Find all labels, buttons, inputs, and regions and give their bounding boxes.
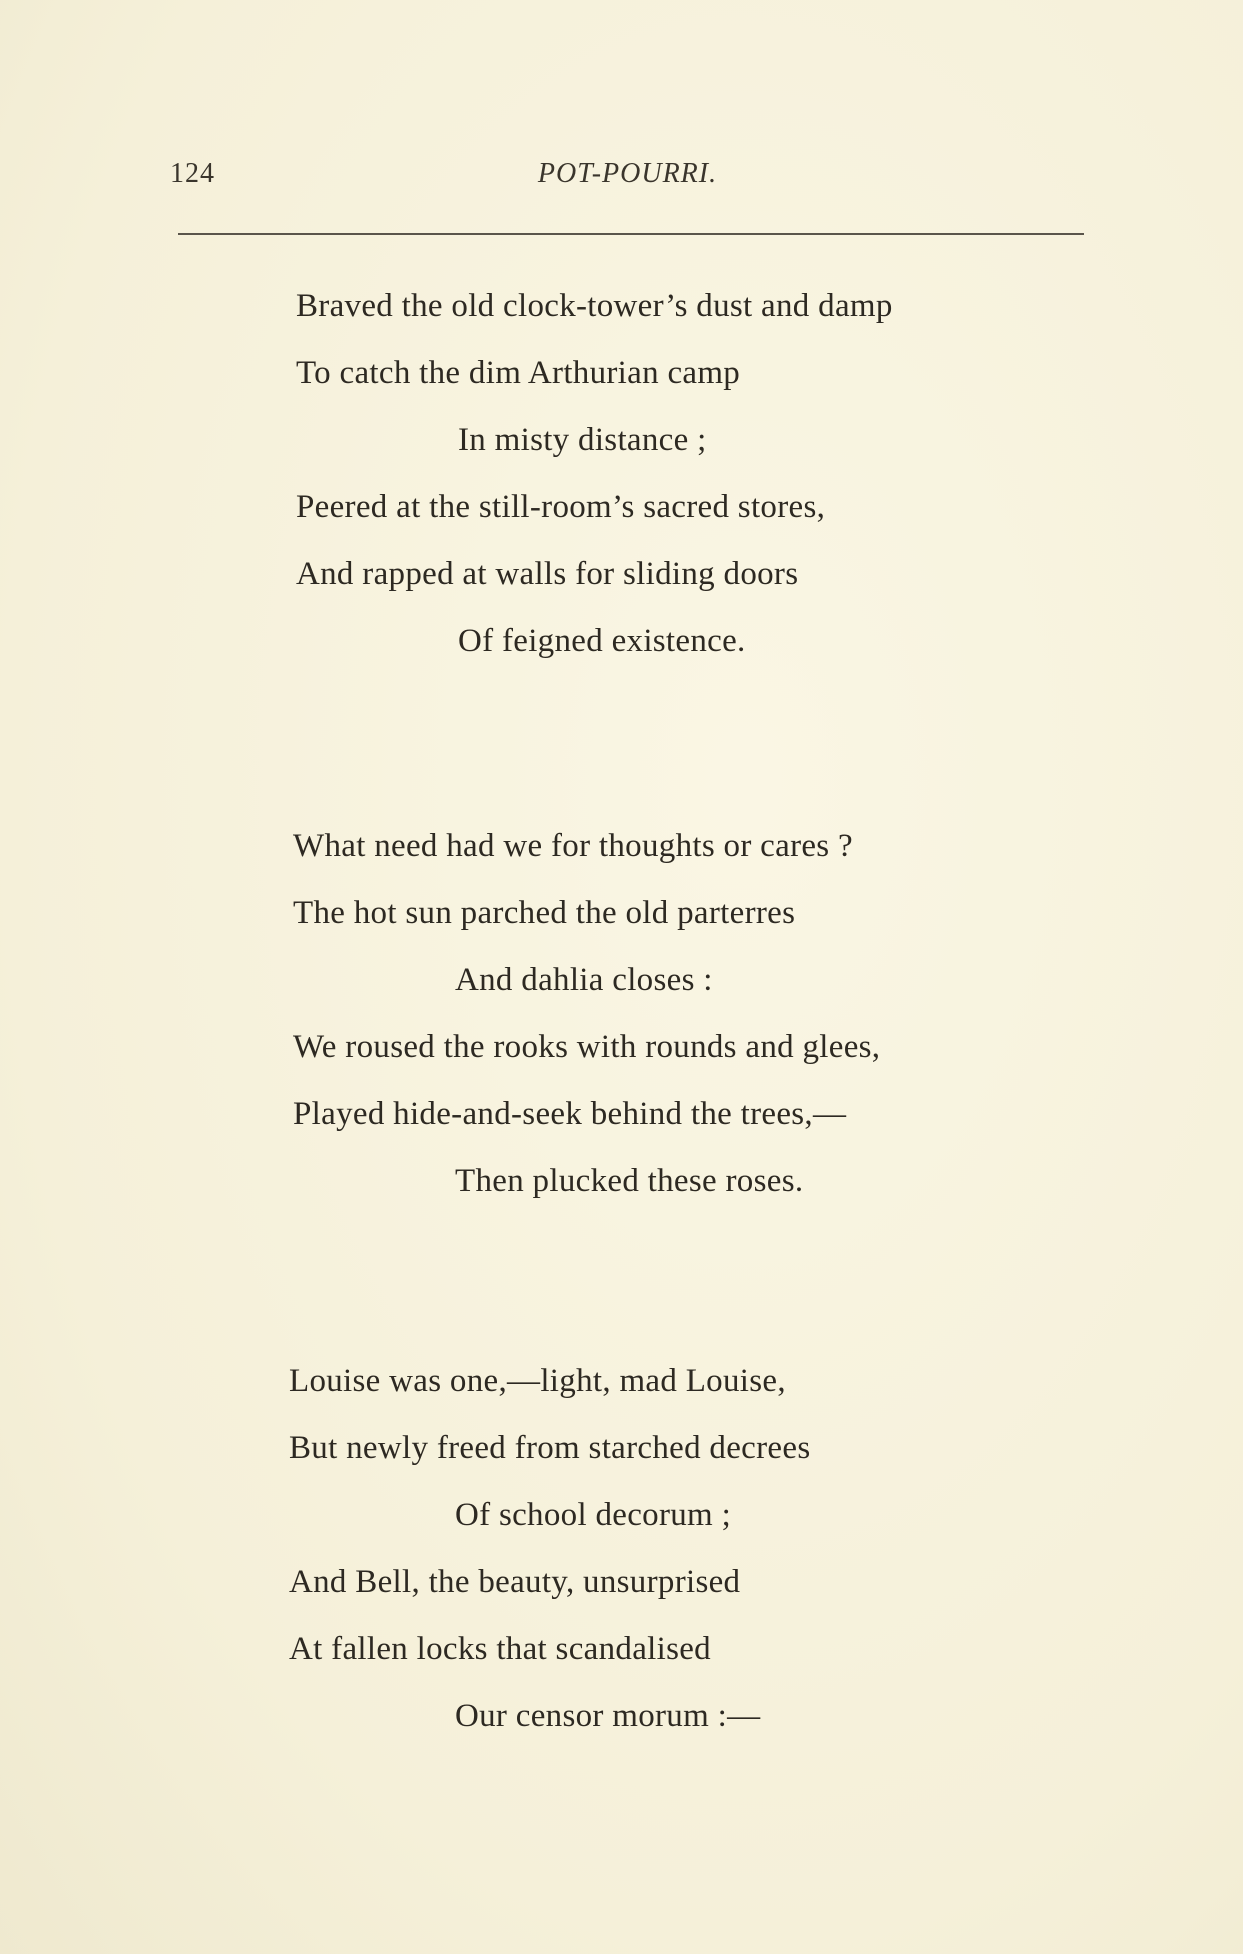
page-header [170,158,1085,198]
verse-line: At fallen locks that scandalised [289,1631,711,1667]
verse-line: And Bell, the beauty, unsurprised [289,1564,741,1600]
verse-line: Braved the old clock-tower’s dust and damp [296,288,893,324]
verse-line: What need had we for thoughts or cares ? [293,828,853,864]
verse-line: But newly freed from starched decrees [289,1430,811,1466]
verse-line: In misty distance ; [458,422,707,458]
verse-line: Louise was one,—light, mad Louise, [289,1363,786,1399]
header-rule [178,233,1084,235]
verse-line: We roused the rooks with rounds and glees, [293,1029,881,1065]
verse-line: And rapped at walls for sliding doors [296,556,799,592]
verse-line: Our censor morum :— [455,1698,761,1734]
page-number: 124 [170,158,215,189]
verse-line: Peered at the still-room’s sacred stores, [296,489,826,525]
running-title: POT-POURRI. [537,158,718,189]
verse-line: And dahlia closes : [455,962,713,998]
verse-line: The hot sun parched the old parterres [293,895,796,931]
verse-line: Then plucked these roses. [455,1163,804,1199]
verse-line: To catch the dim Arthurian camp [296,355,741,391]
verse-line: Played hide-and-seek behind the trees,— [293,1096,847,1132]
verse-line: Of feigned existence. [458,623,746,659]
verse-line: Of school decorum ; [455,1497,732,1533]
